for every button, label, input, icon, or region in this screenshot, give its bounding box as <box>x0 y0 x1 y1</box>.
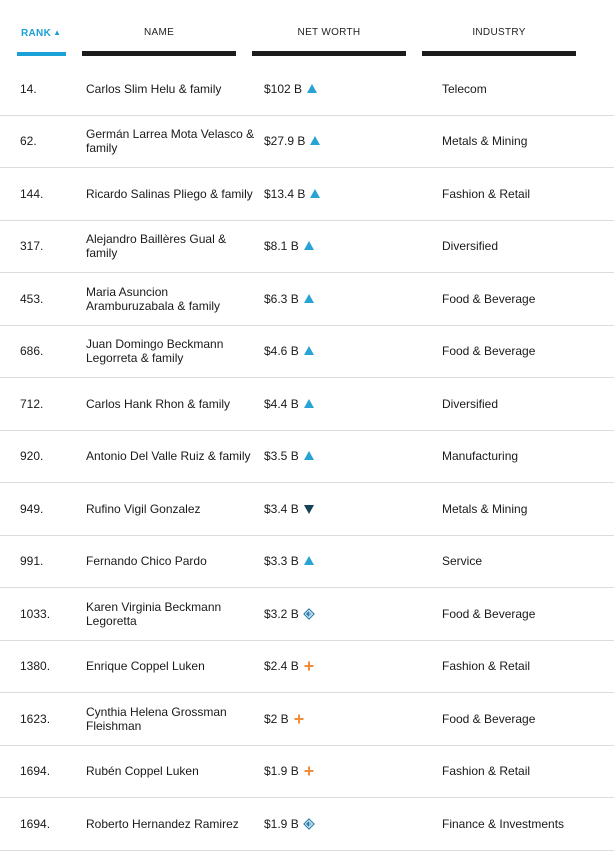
table-row[interactable] <box>0 641 614 694</box>
rank-cell: 1694. <box>20 764 51 779</box>
table-row[interactable] <box>0 536 614 589</box>
rank-cell: 920. <box>20 449 44 464</box>
table-row[interactable] <box>0 693 614 746</box>
net-worth-value: $13.4 B <box>264 186 306 201</box>
net-worth-cell <box>264 431 434 483</box>
name-cell[interactable]: Karen Virginia Beckmann Legoretta <box>86 599 222 628</box>
name-header: NAME <box>143 27 175 38</box>
net-worth-cell <box>264 746 434 798</box>
industry-cell: Diversified <box>442 239 499 254</box>
name-cell[interactable]: Roberto Hernandez Ramirez <box>86 816 239 831</box>
name-cell[interactable]: Maria Asuncion Aramburuzabala & family <box>86 284 221 313</box>
trend-up-icon <box>303 450 315 462</box>
industry-cell: Food & Beverage <box>442 711 536 726</box>
net-worth-cell <box>264 273 434 325</box>
net-worth-cell <box>264 693 434 745</box>
net-worth-cell <box>264 326 434 378</box>
industry-header-underline <box>422 51 576 56</box>
industry-cell: Fashion & Retail <box>442 764 531 779</box>
name-cell[interactable]: Juan Domingo Beckmann Legorreta & family <box>86 337 224 366</box>
new-entry-icon <box>303 660 315 672</box>
billionaires-list <box>0 63 614 851</box>
table-header <box>0 0 614 62</box>
table-row[interactable] <box>0 326 614 379</box>
table-row[interactable] <box>0 431 614 484</box>
net-worth-value: $2.4 B <box>264 659 299 674</box>
net-worth-value: $4.4 B <box>264 396 299 411</box>
name-cell[interactable]: Ricardo Salinas Pliego & family <box>86 186 253 201</box>
trend-up-icon <box>303 293 315 305</box>
industry-cell: Fashion & Retail <box>442 659 531 674</box>
net-worth-cell <box>264 221 434 273</box>
rank-cell: 317. <box>20 239 44 254</box>
name-cell[interactable]: Cynthia Helena Grossman Fleishman <box>86 704 227 733</box>
table-row[interactable] <box>0 798 614 851</box>
new-entry-icon <box>293 713 305 725</box>
rank-cell: 712. <box>20 396 44 411</box>
net-worth-value: $3.3 B <box>264 554 299 569</box>
rank-cell: 1623. <box>20 711 51 726</box>
net-worth-header: NET WORTH <box>297 27 361 38</box>
industry-cell: Manufacturing <box>442 449 519 464</box>
trend-up-icon <box>303 345 315 357</box>
table-row[interactable] <box>0 588 614 641</box>
industry-cell: Telecom <box>442 81 487 96</box>
rank-cell: 453. <box>20 291 44 306</box>
trend-up-icon <box>303 240 315 252</box>
net-worth-header-underline <box>252 51 406 56</box>
name-header-underline <box>82 51 236 56</box>
trend-up-icon <box>303 398 315 410</box>
trend-up-icon <box>303 555 315 567</box>
name-cell[interactable]: Rubén Coppel Luken <box>86 764 199 779</box>
name-cell[interactable]: Rufino Vigil Gonzalez <box>86 501 201 516</box>
rank-header: RANK ▲ <box>21 28 62 39</box>
net-worth-value: $8.1 B <box>264 239 299 254</box>
net-worth-cell <box>264 168 434 220</box>
trend-up-icon <box>309 135 321 147</box>
table-row[interactable] <box>0 378 614 431</box>
table-row[interactable] <box>0 483 614 536</box>
rank-cell: 1380. <box>20 659 51 674</box>
rank-cell: 14. <box>20 81 37 96</box>
industry-cell: Fashion & Retail <box>442 186 531 201</box>
net-worth-cell <box>264 641 434 693</box>
table-row[interactable] <box>0 63 614 116</box>
net-worth-cell <box>264 483 434 535</box>
table-row[interactable] <box>0 746 614 799</box>
net-worth-value: $27.9 B <box>264 134 306 149</box>
industry-cell: Food & Beverage <box>442 606 536 621</box>
net-worth-cell <box>264 798 434 850</box>
industry-cell: Food & Beverage <box>442 344 536 359</box>
new-entry-icon <box>303 765 315 777</box>
rank-cell: 144. <box>20 186 44 201</box>
rank-cell: 991. <box>20 554 44 569</box>
name-cell[interactable]: Enrique Coppel Luken <box>86 659 205 674</box>
sort-by-rank-button[interactable] <box>17 0 66 57</box>
trend-unchanged-icon <box>303 608 315 620</box>
net-worth-value: $3.5 B <box>264 449 299 464</box>
trend-up-icon <box>309 188 321 200</box>
net-worth-value: $2 B <box>264 711 289 726</box>
industry-cell: Food & Beverage <box>442 291 536 306</box>
rank-cell: 62. <box>20 134 37 149</box>
rank-header-underline <box>17 52 66 56</box>
trend-up-icon <box>306 83 318 95</box>
net-worth-cell <box>264 116 434 168</box>
net-worth-cell <box>264 588 434 640</box>
industry-cell: Service <box>442 554 483 569</box>
industry-cell: Diversified <box>442 396 499 411</box>
industry-header: INDUSTRY <box>472 27 526 38</box>
industry-cell: Finance & Investments <box>442 816 565 831</box>
net-worth-value: $6.3 B <box>264 291 299 306</box>
table-row[interactable] <box>0 273 614 326</box>
chevron-up-icon: ▲ <box>53 28 62 37</box>
net-worth-value: $3.2 B <box>264 606 299 621</box>
industry-cell: Metals & Mining <box>442 134 528 149</box>
net-worth-cell <box>264 378 434 430</box>
table-row[interactable] <box>0 168 614 221</box>
table-row[interactable] <box>0 116 614 169</box>
industry-cell: Metals & Mining <box>442 501 528 516</box>
rank-cell: 1694. <box>20 816 51 831</box>
rank-cell: 949. <box>20 501 44 516</box>
table-row[interactable] <box>0 221 614 274</box>
name-cell[interactable]: Germán Larrea Mota Velasco & family <box>86 127 255 156</box>
net-worth-value: $102 B <box>264 81 303 96</box>
trend-down-icon <box>303 503 315 515</box>
net-worth-value: $1.9 B <box>264 764 299 779</box>
net-worth-cell <box>264 63 434 115</box>
rank-cell: 686. <box>20 344 44 359</box>
name-cell[interactable]: Alejandro Baillères Gual & family <box>86 232 227 261</box>
trend-unchanged-icon <box>303 818 315 830</box>
name-cell[interactable]: Carlos Slim Helu & family <box>86 81 222 96</box>
net-worth-value: $4.6 B <box>264 344 299 359</box>
rank-cell: 1033. <box>20 606 51 621</box>
net-worth-value: $3.4 B <box>264 501 299 516</box>
sort-by-industry-button[interactable] <box>422 0 576 57</box>
name-cell[interactable]: Antonio Del Valle Ruiz & family <box>86 449 251 464</box>
net-worth-value: $1.9 B <box>264 816 299 831</box>
sort-by-net-worth-button[interactable] <box>252 0 406 57</box>
name-cell[interactable]: Fernando Chico Pardo <box>86 554 207 569</box>
net-worth-cell <box>264 536 434 588</box>
name-cell[interactable]: Carlos Hank Rhon & family <box>86 396 231 411</box>
sort-by-name-button[interactable] <box>82 0 236 57</box>
